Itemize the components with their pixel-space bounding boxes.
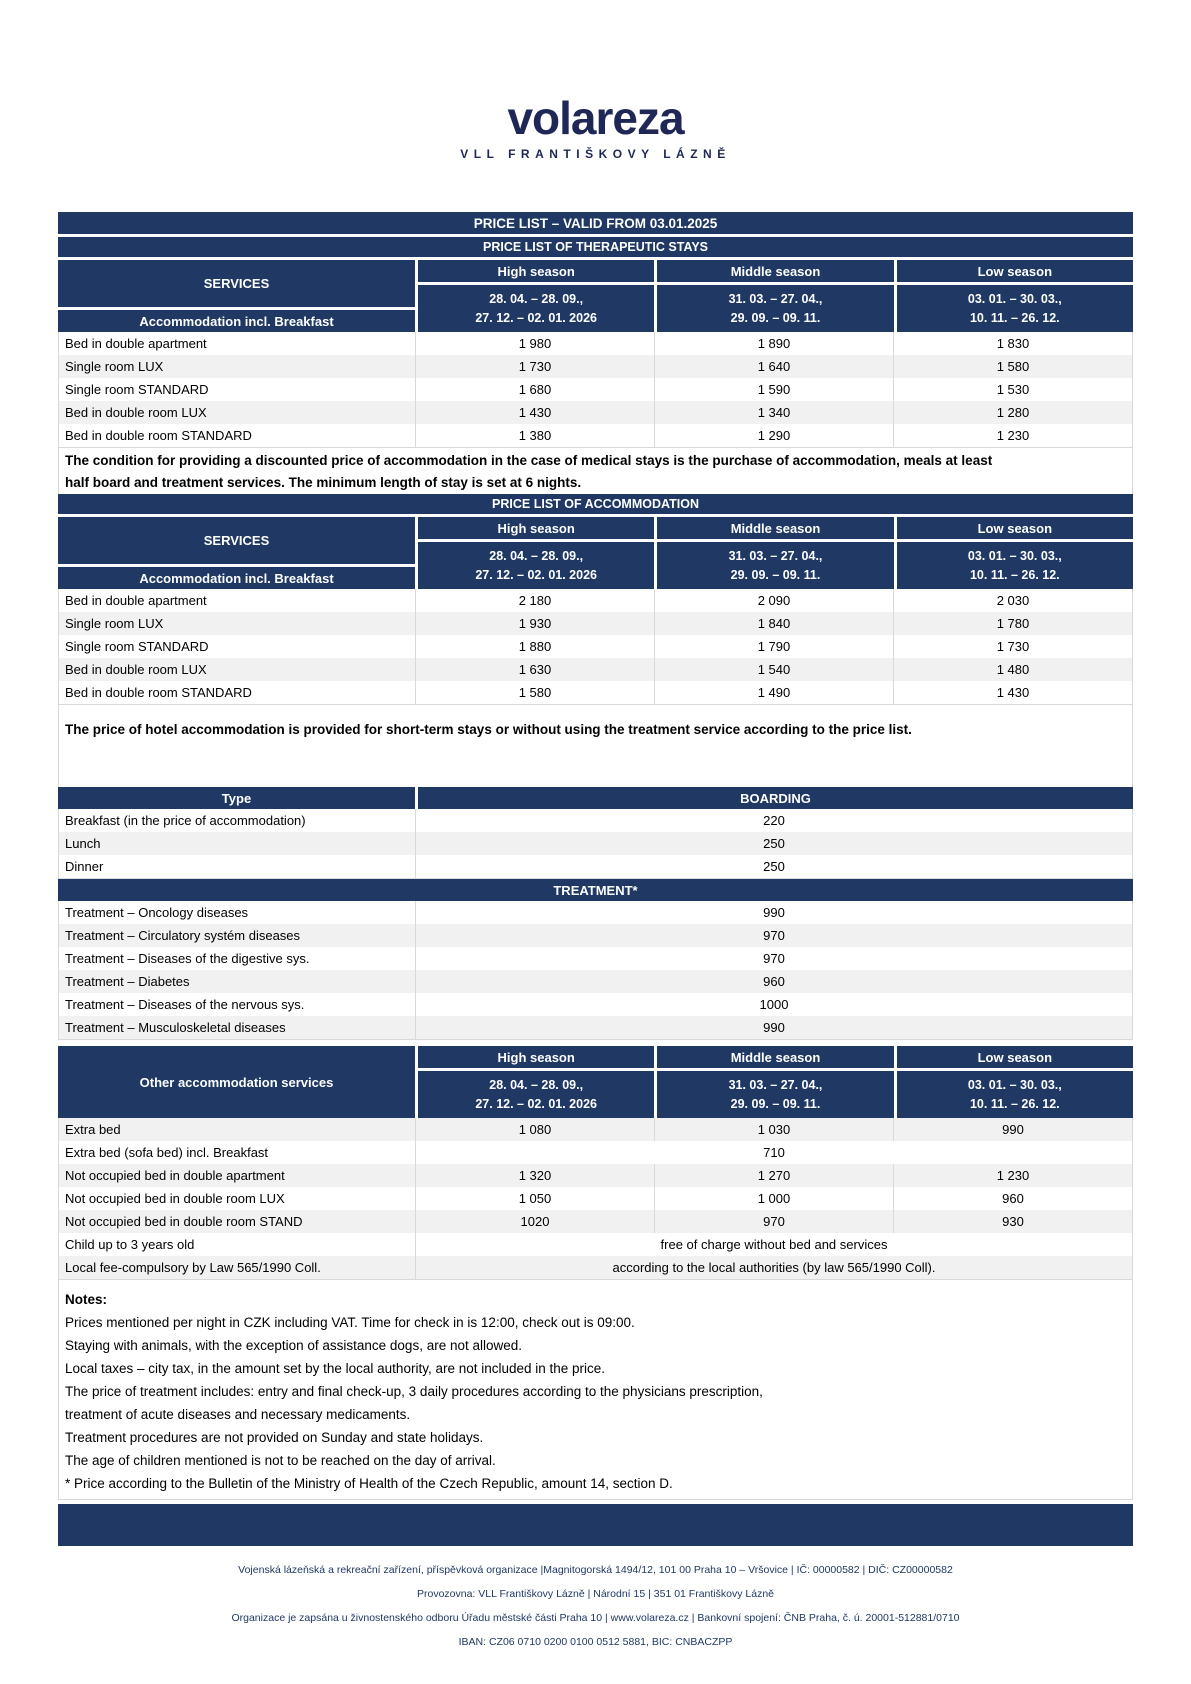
price-cell: 1 480 [996, 662, 1030, 677]
middle-season-header: Middle season [657, 517, 893, 539]
high-season-dates: 28. 04. – 28. 09., 27. 12. – 02. 01. 2026 [418, 542, 654, 589]
price-cell: 970 [763, 951, 785, 966]
row-label: Not occupied bed in double room STAND [59, 1210, 416, 1233]
row-label: Single room LUX [59, 355, 416, 378]
table-row [59, 635, 1132, 658]
price-cell: 960 [1002, 1191, 1024, 1206]
price-cell: 1 580 [416, 681, 655, 704]
price-cell: 2 180 [416, 589, 655, 612]
table-row [59, 855, 1132, 878]
row-label: Bed in double apartment [59, 589, 416, 612]
middle-season-header: Middle season [657, 1046, 893, 1068]
document-body [58, 212, 1133, 1546]
row-label: Child up to 3 years old [59, 1233, 416, 1256]
table-row [59, 901, 1132, 924]
price-cell: 1 590 [655, 378, 894, 401]
table-row [59, 993, 1132, 1016]
price-cell: 1 630 [416, 658, 655, 681]
row-label: Treatment – Circulatory systém diseases [59, 924, 416, 947]
middle-season-dates: 31. 03. – 27. 04., 29. 09. – 09. 11. [657, 285, 893, 332]
accommodation-breakfast-subheader: Accommodation incl. Breakfast [58, 567, 415, 589]
price-cell: 1 030 [655, 1118, 894, 1141]
price-cell: 1 270 [655, 1164, 894, 1187]
accommodation-breakfast-subheader: Accommodation incl. Breakfast [58, 310, 415, 332]
row-label: Breakfast (in the price of accommodation) [59, 809, 416, 832]
price-cell: 1 580 [996, 359, 1030, 374]
services-header-cell: SERVICES [58, 517, 415, 564]
price-cell: 1 730 [996, 639, 1030, 654]
price-cell: 1 830 [996, 336, 1030, 351]
note-line: The price of treatment includes: entry and final check-up, 3 daily procedures according to the physicians prescription, [65, 1384, 763, 1399]
table-row [59, 332, 1132, 355]
price-cell: 1 980 [416, 332, 655, 355]
row-label: Not occupied bed in double apartment [59, 1164, 416, 1187]
accommodation-section-bar: PRICE LIST OF ACCOMMODATION [58, 494, 1133, 514]
boarding-title-header: BOARDING [418, 787, 1133, 809]
price-cell: 710 [763, 1145, 785, 1160]
price-cell: 1 890 [655, 332, 894, 355]
notes-title: Notes: [65, 1292, 108, 1307]
row-label: Treatment – Diseases of the digestive sys. [59, 947, 416, 970]
price-cell: 2 030 [996, 593, 1030, 608]
price-cell: 1 780 [996, 616, 1030, 631]
price-cell: 990 [1002, 1122, 1024, 1137]
price-cell: 1 230 [996, 428, 1030, 443]
table-row [59, 924, 1132, 947]
low-season-dates: 03. 01. – 30. 03., 10. 11. – 26. 12. [897, 542, 1133, 589]
other-services-season-header [58, 1046, 1133, 1118]
high-season-dates: 28. 04. – 28. 09., 27. 12. – 02. 01. 2026 [418, 1071, 654, 1118]
table-row [59, 1256, 1132, 1279]
note-line: Prices mentioned per night in CZK including VAT. Time for check in is 12:00, check out is 09:00. [65, 1315, 635, 1330]
price-cell: 1 080 [416, 1118, 655, 1141]
row-label: Treatment – Oncology diseases [59, 901, 416, 924]
brand-logo [0, 94, 1191, 162]
note-text: The price of hotel accommodation is provided for short-term stays or without using the treatment service according to the price list. [65, 722, 912, 737]
price-cell: 1 280 [996, 405, 1030, 420]
price-cell: 1 290 [655, 424, 894, 447]
logo-subtitle: VLL FRANTIŠKOVY LÁZNĚ [460, 147, 731, 161]
low-season-header: Low season [897, 260, 1133, 282]
middle-season-dates: 31. 03. – 27. 04., 29. 09. – 09. 11. [657, 1071, 893, 1118]
row-label: Bed in double room STANDARD [59, 681, 416, 704]
price-cell: 990 [763, 1020, 785, 1035]
row-label: Extra bed [59, 1118, 416, 1141]
table-row [59, 1233, 1132, 1256]
price-cell: 1 730 [416, 355, 655, 378]
price-cell: 1 880 [416, 635, 655, 658]
therapeutic-season-header [58, 260, 1133, 332]
other-services-table [58, 1118, 1133, 1280]
price-cell: 990 [763, 905, 785, 920]
price-cell: 1 840 [655, 612, 894, 635]
table-row [59, 1210, 1132, 1233]
row-label: Single room STANDARD [59, 635, 416, 658]
note-line: Staying with animals, with the exception of assistance dogs, are not allowed. [65, 1338, 523, 1353]
row-label: Bed in double room STANDARD [59, 424, 416, 447]
price-cell: 250 [763, 859, 785, 874]
price-cell: 1020 [416, 1210, 655, 1233]
row-label: Extra bed (sofa bed) incl. Breakfast [59, 1141, 416, 1164]
price-cell: 1 790 [655, 635, 894, 658]
note-line: treatment of acute diseases and necessary medicaments. [65, 1407, 411, 1422]
table-row [59, 355, 1132, 378]
table-row [59, 424, 1132, 447]
row-label: Not occupied bed in double room LUX [59, 1187, 416, 1210]
price-cell: 2 090 [655, 589, 894, 612]
note-text: half board and treatment services. The minimum length of stay is set at 6 nights. [65, 475, 582, 490]
row-label: Lunch [59, 832, 416, 855]
logo-wordmark: volareza [507, 92, 684, 144]
price-cell: 220 [763, 813, 785, 828]
high-season-header: High season [418, 517, 654, 539]
accommodation-price-table [58, 589, 1133, 705]
price-cell: 1 430 [996, 685, 1030, 700]
price-cell: free of charge without bed and services [660, 1237, 888, 1252]
services-header-cell: SERVICES [58, 260, 415, 307]
row-label: Bed in double room LUX [59, 658, 416, 681]
treatment-section-bar: TREATMENT* [58, 879, 1133, 901]
price-cell: 1 380 [416, 424, 655, 447]
note-line: * Price according to the Bulletin of the Ministry of Health of the Czech Republic, amount 14, section D. [65, 1476, 673, 1491]
row-label: Single room STANDARD [59, 378, 416, 401]
low-season-header: Low season [897, 517, 1133, 539]
boarding-table [58, 809, 1133, 879]
row-label: Single room LUX [59, 612, 416, 635]
note-line: Treatment procedures are not provided on Sunday and state holidays. [65, 1430, 484, 1445]
therapeutic-price-table [58, 332, 1133, 448]
price-cell: 1 320 [416, 1164, 655, 1187]
table-row [59, 970, 1132, 993]
row-label: Bed in double room LUX [59, 401, 416, 424]
price-cell: 1 050 [416, 1187, 655, 1210]
row-label: Local fee-compulsory by Law 565/1990 Coll. [59, 1256, 416, 1279]
price-cell: 1 340 [655, 401, 894, 424]
note-line: The age of children mentioned is not to be reached on the day of arrival. [65, 1453, 496, 1468]
price-cell: 960 [763, 974, 785, 989]
middle-season-header: Middle season [657, 260, 893, 282]
footer-line: IBAN: CZ06 0710 0200 0100 0512 5881, BIC: CNBACZPP [458, 1636, 733, 1648]
footer-line: Organizace je zapsána u živnostenského odboru Úřadu městské části Praha 10 | www.volareza.cz | Bankovní spojení: ČNB Praha, č. ú. 20001-512881/0710 [231, 1612, 960, 1624]
row-label: Bed in double apartment [59, 332, 416, 355]
other-services-header-cell: Other accommodation services [58, 1046, 415, 1118]
table-row [59, 1016, 1132, 1039]
price-cell: 970 [655, 1210, 894, 1233]
accommodation-season-header [58, 517, 1133, 589]
therapeutic-section-bar: PRICE LIST OF THERAPEUTIC STAYS [58, 237, 1133, 257]
high-season-header: High season [418, 260, 654, 282]
table-row [59, 401, 1132, 424]
table-row [59, 658, 1132, 681]
price-cell: 1 000 [655, 1187, 894, 1210]
price-cell: 970 [763, 928, 785, 943]
therapeutic-note [58, 448, 1133, 494]
price-cell: 1 530 [996, 382, 1030, 397]
low-season-dates: 03. 01. – 30. 03., 10. 11. – 26. 12. [897, 285, 1133, 332]
price-cell: 250 [763, 836, 785, 851]
table-row [59, 681, 1132, 704]
row-label: Treatment – Diabetes [59, 970, 416, 993]
price-cell: 1 930 [416, 612, 655, 635]
table-row [59, 589, 1132, 612]
table-row [59, 1118, 1132, 1141]
page-footer [0, 1558, 1191, 1654]
table-row [59, 832, 1132, 855]
price-cell: 930 [1002, 1214, 1024, 1229]
low-season-header: Low season [897, 1046, 1133, 1068]
price-cell: 1 490 [655, 681, 894, 704]
price-cell: according to the local authorities (by law 565/1990 Coll). [612, 1260, 936, 1275]
table-row [59, 612, 1132, 635]
low-season-dates: 03. 01. – 30. 03., 10. 11. – 26. 12. [897, 1071, 1133, 1118]
price-cell: 1 230 [996, 1168, 1030, 1183]
table-row [59, 378, 1132, 401]
treatment-table [58, 901, 1133, 1040]
table-row [59, 1187, 1132, 1210]
bottom-navy-bar [58, 1504, 1133, 1546]
price-list-title-bar: PRICE LIST – VALID FROM 03.01.2025 [58, 212, 1133, 234]
boarding-type-header: Type [58, 787, 415, 809]
footer-line: Provozovna: VLL Františkovy Lázně | Národní 15 | 351 01 Františkovy Lázně [416, 1588, 774, 1600]
table-row [59, 947, 1132, 970]
middle-season-dates: 31. 03. – 27. 04., 29. 09. – 09. 11. [657, 542, 893, 589]
table-row [59, 809, 1132, 832]
notes-section [58, 1280, 1133, 1500]
note-text: The condition for providing a discounted price of accommodation in the case of medical stays is the purchase of accommodation, meals at least [65, 453, 993, 468]
price-cell: 1 430 [416, 401, 655, 424]
row-label: Treatment – Musculoskeletal diseases [59, 1016, 416, 1039]
price-cell: 1000 [759, 997, 789, 1012]
row-label: Dinner [59, 855, 416, 878]
note-line: Local taxes – city tax, in the amount set by the local authority, are not included in the price. [65, 1361, 606, 1376]
footer-line: Vojenská lázeňská a rekreační zařízení, příspěvková organizace |Magnitogorská 1494/12, 101 00 Praha 10 – Vršovice | IČ: 00000582 | DIČ: CZ00000582 [238, 1564, 953, 1576]
high-season-header: High season [418, 1046, 654, 1068]
row-label: Treatment – Diseases of the nervous sys. [59, 993, 416, 1016]
table-row [59, 1141, 1132, 1164]
table-row [59, 1164, 1132, 1187]
price-cell: 1 680 [416, 378, 655, 401]
price-cell: 1 640 [655, 355, 894, 378]
boarding-header [58, 787, 1133, 809]
accommodation-note [58, 705, 1133, 787]
price-cell: 1 540 [655, 658, 894, 681]
high-season-dates: 28. 04. – 28. 09., 27. 12. – 02. 01. 2026 [418, 285, 654, 332]
